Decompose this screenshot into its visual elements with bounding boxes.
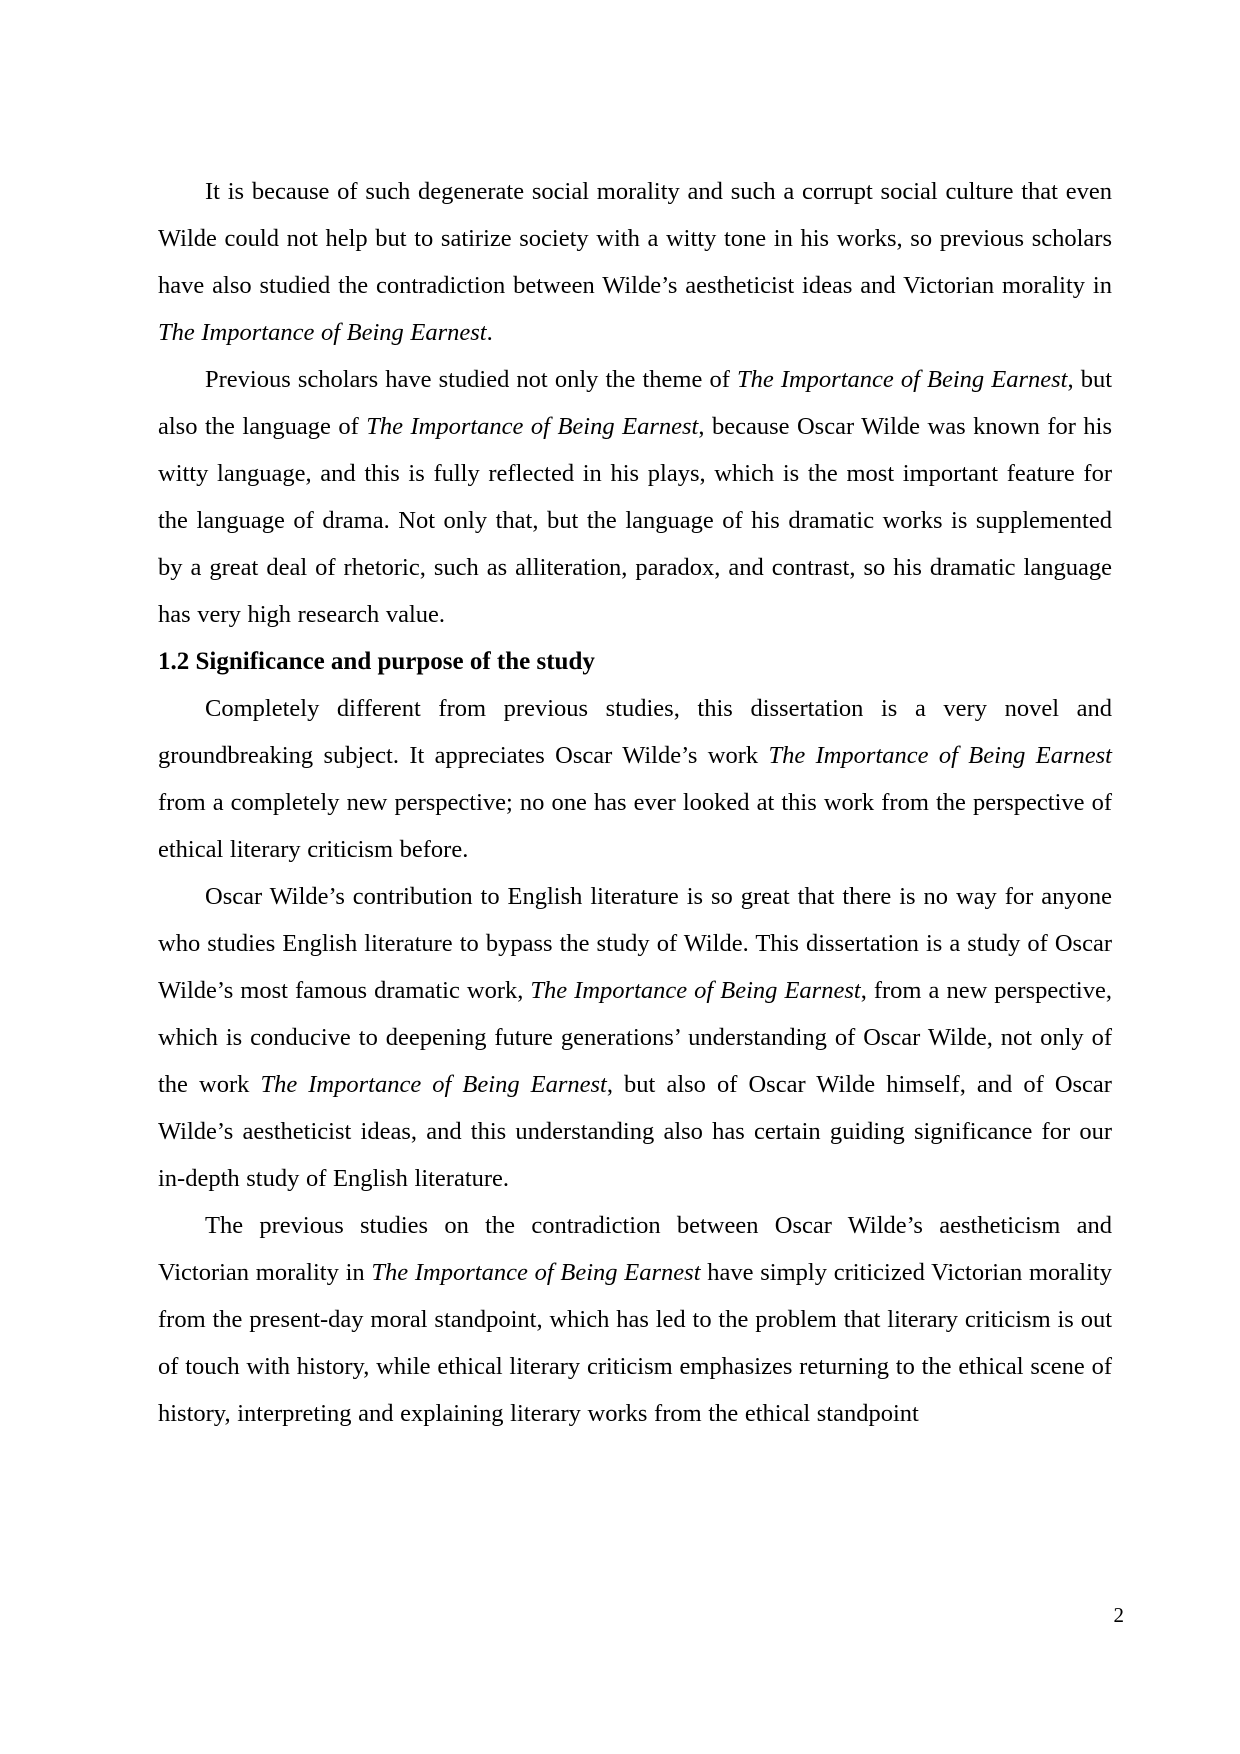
page-number: 2 — [1113, 1603, 1124, 1627]
paragraph-3: Completely different from previous studies, this dissertation is a very novel and groundbreaking subject. It appreciates Oscar Wilde’s work The Importance of Being Earnest from a completely new perspective; no one has ever looked at this work from the perspective of ethical literary criticism before. — [158, 695, 1112, 863]
page-content — [158, 168, 1112, 1437]
paragraph-1: It is because of such degenerate social morality and such a corrupt social culture that even Wilde could not help but to satirize society with a witty tone in his works, so previous scholars have also studied the contradiction between Wilde’s aestheticist ideas and Victorian morality in The Importance of Being Earnest. — [158, 178, 1112, 346]
paragraph-4: Oscar Wilde’s contribution to English literature is so great that there is no way for anyone who studies English literature to bypass the study of Wilde. This dissertation is a study of Oscar Wilde’s most famous dramatic work, The Importance of Being Earnest, from a new perspective, which is conducive to deepening future generations’ understanding of Oscar Wilde, not only of the work The Importance of Being Earnest, but also of Oscar Wilde himself, and of Oscar Wilde’s aestheticist ideas, and this understanding also has certain guiding significance for our in-depth study of English literature. — [158, 883, 1112, 1192]
section-heading-1-2: 1.2 Significance and purpose of the study — [158, 648, 595, 675]
paragraph-5: The previous studies on the contradiction between Oscar Wilde’s aestheticism and Victorian morality in The Importance of Being Earnest have simply criticized Victorian morality from the present-day moral standpoint, which has led to the problem that literary criticism is out of touch with history, while ethical literary criticism emphasizes returning to the ethical scene of history, interpreting and explaining literary works from the ethical standpoint — [158, 1212, 1112, 1427]
paragraph-2: Previous scholars have studied not only the theme of The Importance of Being Earnest, but also the language of The Importance of Being Earnest, because Oscar Wilde was known for his witty language, and this is fully reflected in his plays, which is the most important feature for the language of drama. Not only that, but the language of his dramatic works is supplemented by a great deal of rhetoric, such as alliteration, paradox, and contrast, so his dramatic language has very high research value. — [158, 366, 1112, 628]
